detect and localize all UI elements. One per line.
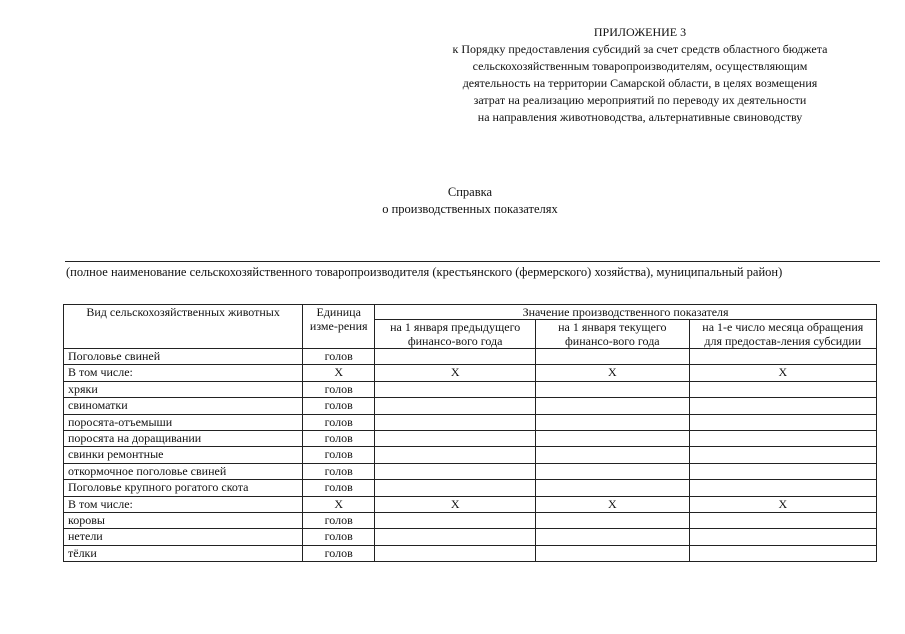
appendix-line: на направления животноводства, альтернативные свиноводству bbox=[477, 110, 803, 124]
prev-year-value-cell bbox=[375, 480, 536, 496]
animal-name-cell: поросята-отъемыши bbox=[64, 414, 303, 430]
prev-year-value-cell: X bbox=[375, 365, 536, 381]
header-indicator-value: Значение производственного показателя bbox=[375, 305, 877, 320]
table-row bbox=[64, 398, 877, 414]
prev-year-value-cell bbox=[375, 529, 536, 545]
unit-cell: голов bbox=[303, 463, 375, 479]
animal-name-cell: свиноматки bbox=[64, 398, 303, 414]
prev-year-value-cell bbox=[375, 398, 536, 414]
table-row bbox=[64, 480, 877, 496]
table-row bbox=[64, 529, 877, 545]
subsidy-month-value-cell bbox=[689, 529, 876, 545]
subsidy-month-value-cell: X bbox=[689, 496, 876, 512]
header-subsidy-month: на 1-е число месяца обращения для предостав-ления субсидии bbox=[689, 320, 876, 349]
subsidy-month-value-cell bbox=[689, 480, 876, 496]
animal-name-cell: поросята на доращивании bbox=[64, 430, 303, 446]
current-year-value-cell bbox=[536, 480, 689, 496]
unit-cell: голов bbox=[303, 381, 375, 397]
current-year-value-cell bbox=[536, 414, 689, 430]
table-row bbox=[64, 414, 877, 430]
unit-cell: голов bbox=[303, 447, 375, 463]
prev-year-value-cell bbox=[375, 512, 536, 528]
subsidy-month-value-cell: X bbox=[689, 365, 876, 381]
prev-year-value-cell bbox=[375, 349, 536, 365]
table-row bbox=[64, 430, 877, 446]
current-year-value-cell bbox=[536, 349, 689, 365]
document-title-line1: Справка bbox=[447, 185, 493, 199]
current-year-value-cell bbox=[536, 512, 689, 528]
subsidy-month-value-cell bbox=[689, 381, 876, 397]
table-row bbox=[64, 381, 877, 397]
animal-name-cell: тёлки bbox=[64, 545, 303, 561]
unit-cell: голов bbox=[303, 480, 375, 496]
unit-cell: голов bbox=[303, 512, 375, 528]
subsidy-month-value-cell bbox=[689, 414, 876, 430]
prev-year-value-cell bbox=[375, 381, 536, 397]
subsidy-month-value-cell bbox=[689, 463, 876, 479]
appendix-line: деятельность на территории Самарской области, в целях возмещения bbox=[462, 76, 818, 90]
current-year-value-cell bbox=[536, 529, 689, 545]
unit-cell: голов bbox=[303, 349, 375, 365]
subsidy-month-value-cell bbox=[689, 545, 876, 561]
table-body bbox=[64, 349, 877, 562]
prev-year-value-cell bbox=[375, 545, 536, 561]
current-year-value-cell: X bbox=[536, 365, 689, 381]
organization-name-line bbox=[65, 261, 880, 262]
table-row bbox=[64, 447, 877, 463]
unit-cell: голов bbox=[303, 414, 375, 430]
appendix-line: к Порядку предоставления субсидий за счет средств областного бюджета bbox=[452, 42, 828, 56]
unit-cell: X bbox=[303, 365, 375, 381]
animal-name-cell: коровы bbox=[64, 512, 303, 528]
table-row bbox=[64, 349, 877, 365]
animal-name-cell: Поголовье свиней bbox=[64, 349, 303, 365]
animal-name-cell: свинки ремонтные bbox=[64, 447, 303, 463]
appendix-header bbox=[380, 24, 900, 126]
current-year-value-cell: X bbox=[536, 496, 689, 512]
unit-cell: X bbox=[303, 496, 375, 512]
header-unit: Единица изме-рения bbox=[303, 305, 375, 349]
animal-name-cell: хряки bbox=[64, 381, 303, 397]
subsidy-month-value-cell bbox=[689, 512, 876, 528]
animal-name-cell: В том числе: bbox=[64, 496, 303, 512]
current-year-value-cell bbox=[536, 545, 689, 561]
subsidy-month-value-cell bbox=[689, 430, 876, 446]
appendix-title: ПРИЛОЖЕНИЕ 3 bbox=[593, 25, 687, 39]
prev-year-value-cell bbox=[375, 447, 536, 463]
current-year-value-cell bbox=[536, 430, 689, 446]
table-row bbox=[64, 512, 877, 528]
appendix-line: сельскохозяйственным товаропроизводителям, осуществляющим bbox=[472, 59, 808, 73]
animal-name-cell: В том числе: bbox=[64, 365, 303, 381]
table-row bbox=[64, 365, 877, 381]
unit-cell: голов bbox=[303, 529, 375, 545]
prev-year-value-cell bbox=[375, 414, 536, 430]
unit-cell: голов bbox=[303, 545, 375, 561]
appendix-line: затрат на реализацию мероприятий по переводу их деятельности bbox=[473, 93, 807, 107]
prev-year-value-cell: X bbox=[375, 496, 536, 512]
header-animal-type: Вид сельскохозяйственных животных bbox=[64, 305, 303, 349]
prev-year-value-cell bbox=[375, 463, 536, 479]
current-year-value-cell bbox=[536, 447, 689, 463]
animal-name-cell: Поголовье крупного рогатого скота bbox=[64, 480, 303, 496]
animal-name-cell: нетели bbox=[64, 529, 303, 545]
unit-cell: голов bbox=[303, 398, 375, 414]
document-title bbox=[300, 184, 640, 218]
header-prev-year: на 1 января предыдущего финансо-вого года bbox=[375, 320, 536, 349]
table-row bbox=[64, 463, 877, 479]
unit-cell: голов bbox=[303, 430, 375, 446]
document-title-line2: о производственных показателях bbox=[382, 202, 558, 216]
subsidy-month-value-cell bbox=[689, 349, 876, 365]
current-year-value-cell bbox=[536, 398, 689, 414]
subsidy-month-value-cell bbox=[689, 447, 876, 463]
current-year-value-cell bbox=[536, 463, 689, 479]
current-year-value-cell bbox=[536, 381, 689, 397]
organization-caption: (полное наименование сельскохозяйственного товаропроизводителя (крестьянского (фермерского) хозяйства), муниципальный район) bbox=[66, 265, 783, 279]
prev-year-value-cell bbox=[375, 430, 536, 446]
table-row bbox=[64, 496, 877, 512]
table-row bbox=[64, 545, 877, 561]
subsidy-month-value-cell bbox=[689, 398, 876, 414]
header-current-year: на 1 января текущего финансо-вого года bbox=[536, 320, 689, 349]
animal-name-cell: откормочное поголовье свиней bbox=[64, 463, 303, 479]
indicators-table bbox=[63, 304, 877, 562]
